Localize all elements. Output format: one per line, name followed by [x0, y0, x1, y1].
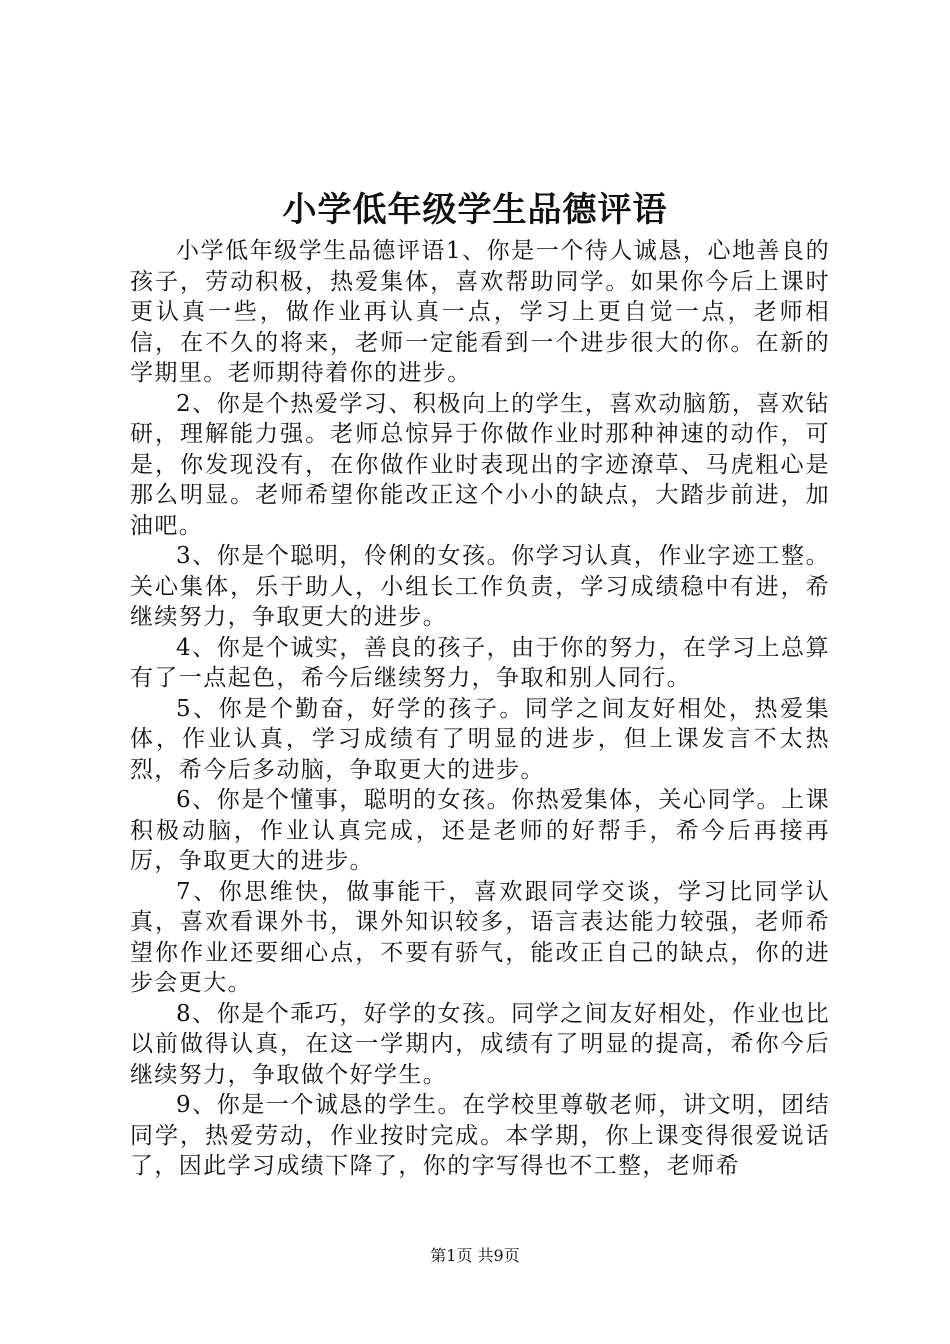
paragraph-1: 小学低年级学生品德评语1、你是一个待人诚恳，心地善良的孩子，劳动积极，热爱集体，喜欢帮助同学。如果你今后上课时更认真一些，做作业再认真一点，学习上更自觉一点，老师相信，在不久的将来，老师一定能看到一个进步很大的你。在新的学期里。老师期待着你的进步。: [130, 238, 830, 386]
document-title: 小学低年级学生品德评语: [282, 190, 668, 230]
document-body: [130, 236, 830, 1182]
paragraph-3: 3、你是个聪明，伶俐的女孩。你学习认真，作业字迹工整。关心集体，乐于助人，小组长工作负责，学习成绩稳中有进，希继续努力，争取更大的进步。: [130, 543, 830, 630]
paragraph-5: 5、你是个勤奋，好学的孩子。同学之间友好相处，热爱集体，作业认真，学习成绩有了明显的进步，但上课发言不太热烈，希今后多动脑，争取更大的进步。: [130, 695, 830, 783]
paragraph-4: 4、你是个诚实，善良的孩子，由于你的努力，在学习上总算有了一点起色，希今后继续努力，争取和别人同行。: [130, 634, 830, 691]
paragraph-7: 7、你思维快，做事能干，喜欢跟同学交谈，学习比同学认真，喜欢看课外书，课外知识较多，语言表达能力较强，老师希望你作业还要细心点，不要有骄气，能改正自己的缺点，你的进步会更大。: [130, 878, 830, 996]
paragraph-9: 9、你是一个诚恳的学生。在学校里尊敬老师，讲文明，团结同学，热爱劳动，作业按时完成。本学期，你上课变得很爱说话了，因此学习成绩下降了，你的字写得也不工整，老师希: [130, 1092, 830, 1179]
paragraph-6: 6、你是个懂事，聪明的女孩。你热爱集体，关心同学。上课积极动脑，作业认真完成，还是老师的好帮手，希今后再接再厉，争取更大的进步。: [130, 787, 830, 874]
paragraph-2: 2、你是个热爱学习、积极向上的学生，喜欢动脑筋，喜欢钻研，理解能力强。老师总惊异于你做作业时那种神速的动作，可是，你发现没有，在你做作业时表现出的字迹潦草、马虎粗心是那么明显。老师希望你能改正这个小小的缺点，大踏步前进，加油吧。: [130, 390, 830, 539]
paragraph-8: 8、你是个乖巧，好学的女孩。同学之间友好相处，作业也比以前做得认真，在这一学期内，成绩有了明显的提高，希你今后继续努力，争取做个好学生。: [130, 1000, 830, 1088]
page-footer: 第1页 共9页: [430, 1246, 520, 1265]
